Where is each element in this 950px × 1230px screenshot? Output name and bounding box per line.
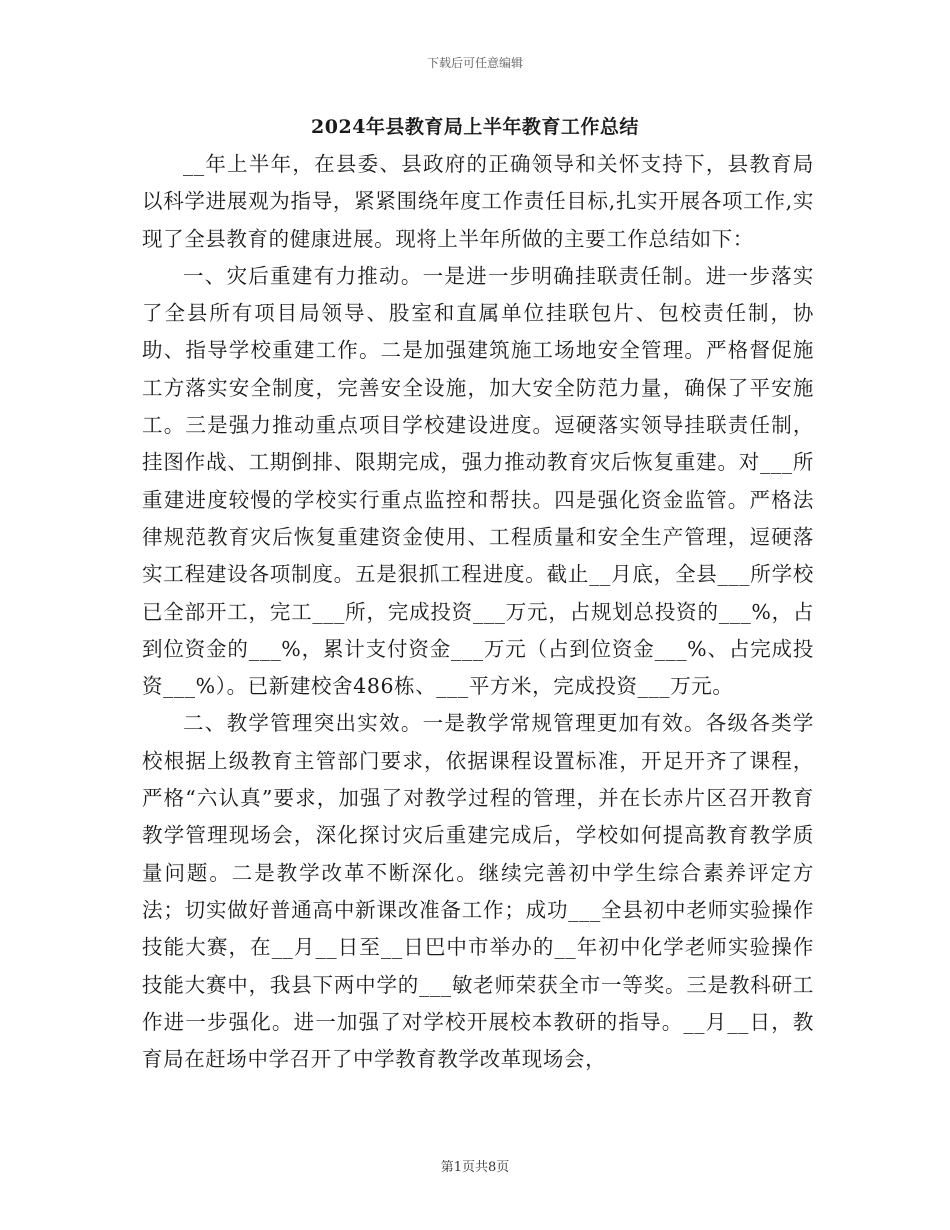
paragraph-teaching-management: 二、教学管理突出实效。一是教学常规管理更加有效。各级各类学校根据上级教育主管部门要求，依据课程设置标准，开足开齐了课程，严格“六认真”要求，加强了对教学过程的管理，并在长赤片区召开教育教学管理现场会，深化探讨灾后重建完成后，学校如何提高教育教学质量问题。二是教学改革不断深化。继续完善初中学生综合素养评定方法；切实做好普通高中新课改准备工作；成功___全县初中老师实验操作技能大赛，在__月__日至__日巴中市举办的__年初中化学老师实验操作技能大赛中，我县下两中学的___敏老师荣获全市一等奖。三是教科研工作进一步强化。进一加强了对学校开展校本教研的指导。__月__日，教育局在赶场中学召开了中学教育教学改革现场会， <box>142 711 814 1072</box>
header-note: 下载后可任意编辑 <box>426 56 523 70</box>
document-body <box>142 146 814 1078</box>
paragraph-reconstruction: 一、灾后重建有力推动。一是进一步明确挂联责任制。进一步落实了全县所有项目局领导、股室和直属单位挂联包片、包校责任制，协助、指导学校重建工作。二是加强建筑施工场地安全管理。严格督促施工方落实安全制度，完善安全设施，加大安全防范力量，确保了平安施工。三是强力推动重点项目学校建设进度。逗硬落实领导挂联责任制，挂图作战、工期倒排、限期完成，强力推动教育灾后恢复重建。对___所重建进度较慢的学校实行重点监控和帮扶。四是强化资金监管。严格法律规范教育灾后恢复重建资金使用、工程质量和安全生产管理，逗硬落实工程建设各项制度。五是狠抓工程进度。截止__月底，全县___所学校已全部开工，完工___所，完成投资___万元，占规划总投资的___%，占到位资金的___%，累计支付资金___万元（占到位资金___%、占完成投资___%）。已新建校舍486栋、___平方米，完成投资___万元。 <box>142 263 814 699</box>
page-number: 第1页共8页 <box>440 1160 510 1175</box>
paragraph-intro: __年上半年，在县委、县政府的正确领导和关怀支持下，县教育局以科学进展观为指导，紧紧围绕年度工作责任目标,扎实开展各项工作,实现了全县教育的健康进展。现将上半年所做的主要工作总结如下： <box>142 152 814 251</box>
document-title: 2024年县教育局上半年教育工作总结 <box>311 116 639 138</box>
